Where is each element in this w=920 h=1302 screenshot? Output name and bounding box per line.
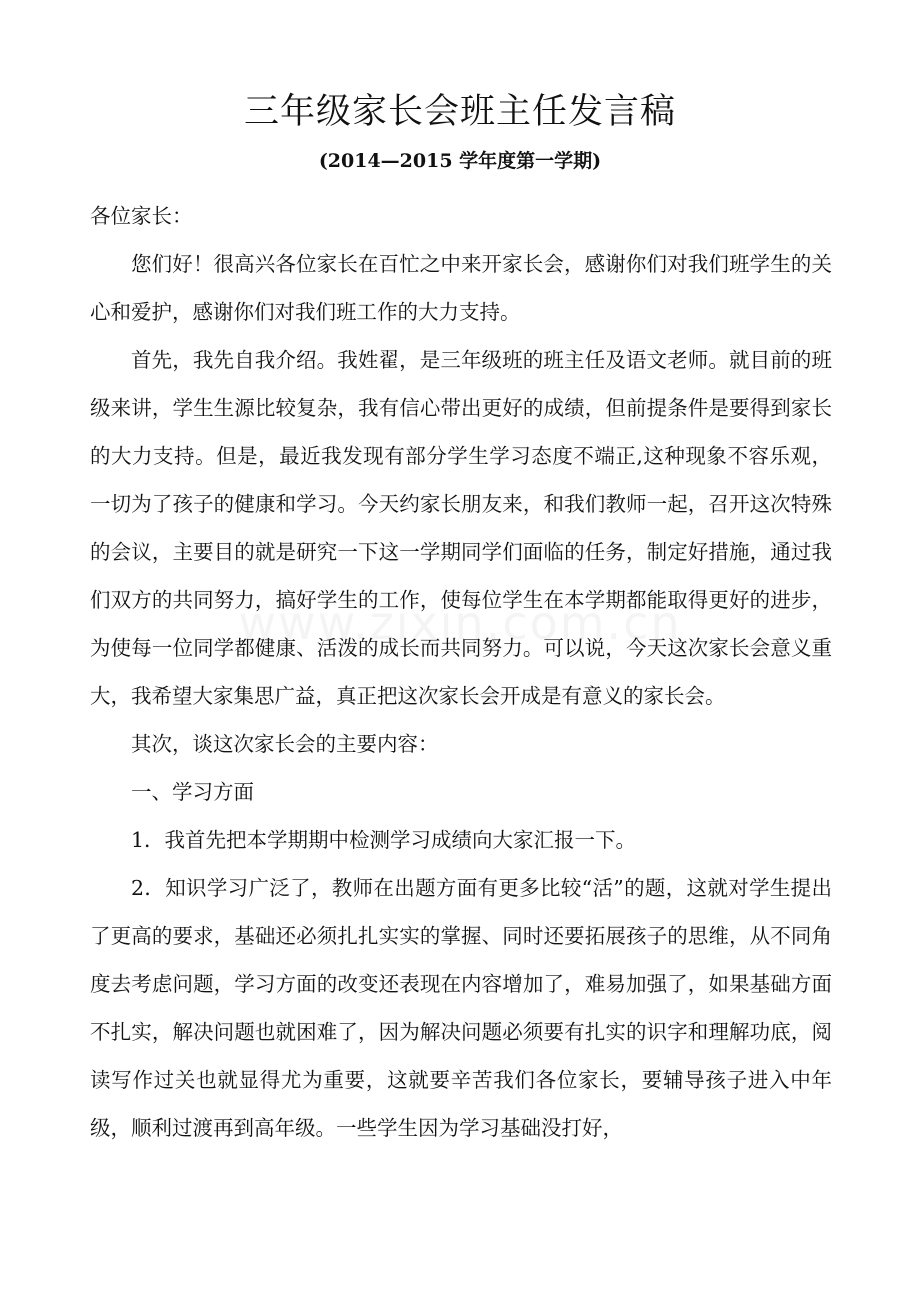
list-item-1: 1．我首先把本学期期中检测学习成绩向大家汇报一下。 [131, 828, 637, 852]
list-item-2: 2．知识学习广泛了，教师在出题方面有更多比较“活”的题，这就对学生提出了更高的要求，基础还必须扎扎实实的掌握、同时还要拓展孩子的思维，从不同角度去考虑问题，学习方面的改变还表现在内容增加了，难易加强了，如果基础方面不扎实，解决问题也就困难了，因为解决问题必须要有扎实的识字和理解功底，阅读写作过关也就显得尤为重要，这就要辛苦我们各位家长，要辅导孩子进入中年级，顺利过渡再到高年级。一些学生因为学习基础没打好， [90, 876, 832, 1140]
paragraph-main-content: 其次，谈这次家长会的主要内容： [131, 732, 439, 756]
paragraph-introduction: 首先，我先自我介绍。我姓翟，是三年级班的班主任及语文老师。就目前的班级来讲，学生生源比较复杂，我有信心带出更好的成绩，但前提条件是要得到家长的大力支持。但是，最近我发现有部分学生学习态度不端正,这种现象不容乐观，一切为了孩子的健康和学习。今天约家长朋友来，和我们教师一起，召开这次特殊的会议，主要目的就是研究一下这一学期同学们面临的任务，制定好措施，通过我们双方的共同努力，搞好学生的工作，使每位学生在本学期都能取得更好的进步，为使每一位同学都健康、活泼的成长而共同努力。可以说，今天这次家长会意义重大，我希望大家集思广益，真正把这次家长会开成是有意义的家长会。 [90, 348, 832, 708]
document-title: 三年级家长会班主任发言稿 [243, 92, 676, 132]
salutation: 各位家长： [90, 204, 193, 228]
section-heading-study: 一、学习方面 [131, 780, 254, 804]
document-body [90, 192, 832, 1152]
paragraph-greeting: 您们好！很高兴各位家长在百忙之中来开家长会，感谢你们对我们班学生的关心和爱护，感谢你们对我们班工作的大力支持。 [90, 252, 832, 324]
document-subtitle: (2014—2015 学年度第一学期) [318, 150, 602, 172]
